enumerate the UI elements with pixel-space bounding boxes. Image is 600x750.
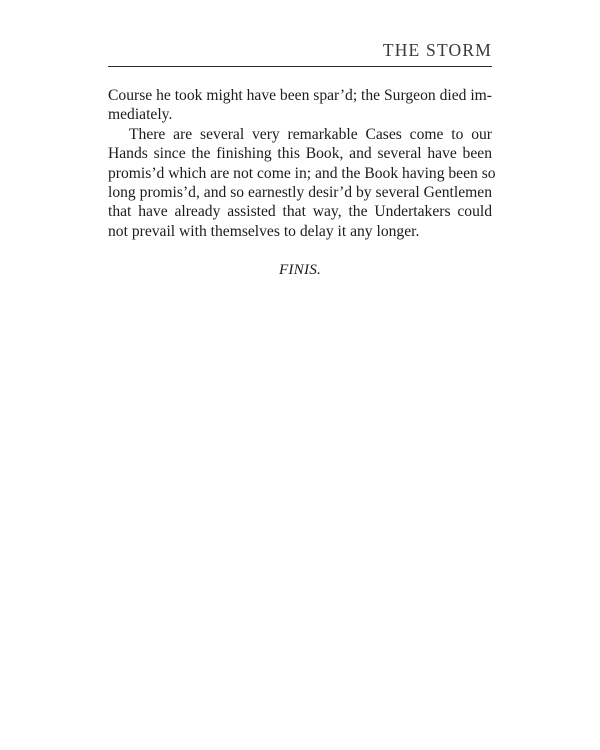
text-line: mediately. [108, 106, 173, 124]
text-line: Course he took might have been spar’d; the Surgeon died im- [108, 87, 492, 104]
closing-finis: FINIS. [278, 261, 322, 278]
text-line: promis’d which are not come in; and the Book having been so [108, 164, 496, 182]
text-line: Hands since the finishing this Book, and several have been [108, 145, 492, 163]
paragraph-1 [108, 86, 492, 125]
text-line: long promis’d, and so earnestly desir’d by several Gentlemen [108, 184, 492, 202]
text-line: There are several very remarkable Cases come to our [129, 125, 492, 143]
header-rule [108, 66, 492, 67]
body-text [108, 86, 496, 241]
text-line: that have already assisted that way, the Undertakers could [108, 203, 492, 221]
running-head: THE STORM [382, 40, 492, 60]
text-line: not prevail with themselves to delay it any longer. [108, 222, 420, 240]
paragraph-2 [108, 125, 496, 241]
